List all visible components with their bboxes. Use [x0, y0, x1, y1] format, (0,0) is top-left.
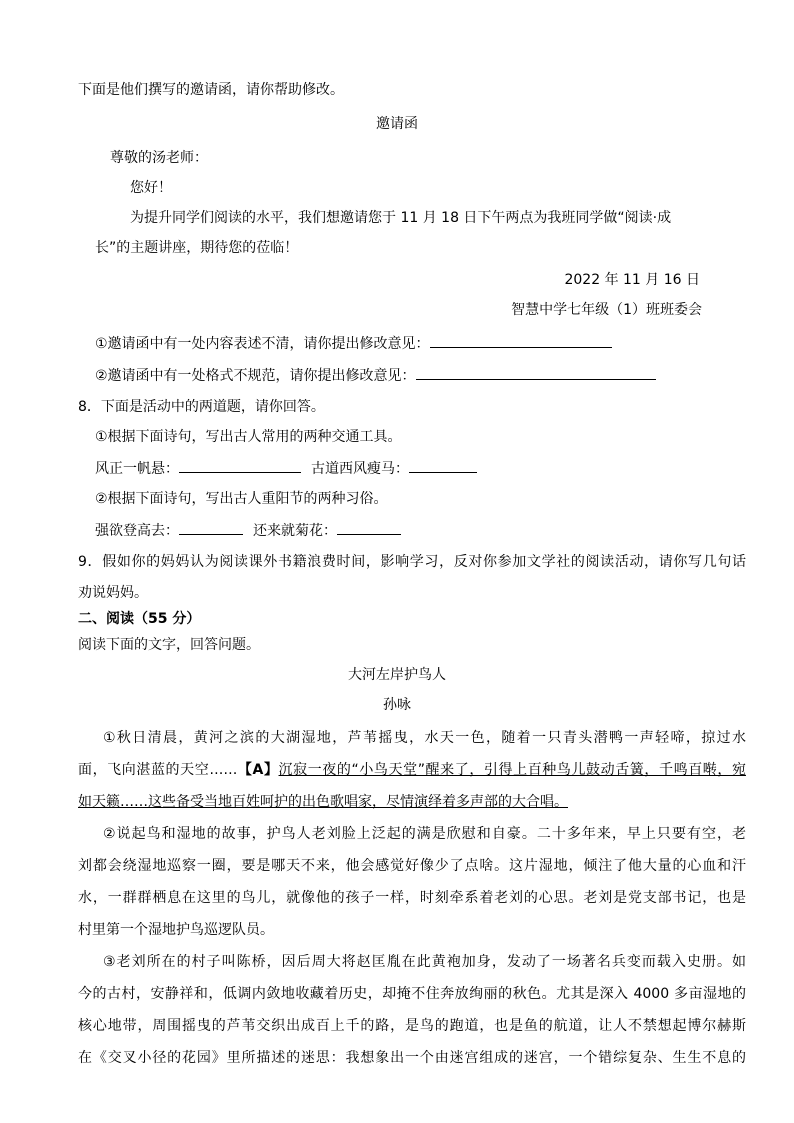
para-text: 如天籁……: [78, 794, 148, 810]
letter-title: 邀请函: [376, 116, 418, 132]
letter-body-line-1: 为提升同学们阅读的水平，我们想邀请您于 11 月 18 日下午两点为我班同学做“阅读·成: [130, 210, 672, 226]
answer-blank[interactable]: [179, 520, 243, 535]
section-heading: 二、阅读（55 分）: [78, 611, 201, 627]
underlined-sentence: [78, 794, 568, 810]
article-title: 大河左岸护鸟人: [348, 667, 446, 683]
q9-text: 9．假如你的妈妈认为阅读课外书籍浪费时间，影响学习，反对你参加文学社的阅读活动，请你写几句话: [78, 554, 746, 570]
para-2-line-4: 村里第一个湿地护鸟巡逻队员。: [78, 922, 274, 938]
para-text: ①秋日清晨，黄河之滨的大湖湿地，芦苇摇曳，水天一色，随着一只青头潜鸭一声轻啼，掠过水: [103, 730, 746, 746]
para-3-line-4: [78, 1048, 746, 1068]
para-text: 今的古村，安静祥和，低调内敛地收藏着历史，却掩不住奔放绚丽的秋色。尤其是深入 4000 多亩湿地的: [78, 986, 746, 1002]
letter-signer: 智慧中学七年级（1）班班委会: [511, 302, 702, 318]
para-text: 这些备受当地百姓呵护的出色歌唱家，尽情演绎着多声部的大合唱。: [148, 794, 568, 810]
q8-poem-row-2: [95, 520, 401, 541]
q7-sub1: [95, 333, 612, 354]
q9-line-1: [78, 552, 746, 572]
letter-body-line-2: 长”的主题讲座，期待您的莅临！: [95, 240, 299, 256]
q7-sub2-text: ②邀请函中有一处格式不规范，请你提出修改意见：: [95, 368, 416, 384]
letter-greeting: 您好！: [130, 180, 172, 196]
article-author: 孙咏: [383, 697, 411, 713]
poem-line-label: 古道西风瘦马：: [311, 461, 409, 477]
answer-blank[interactable]: [179, 458, 301, 473]
para-1-line-1: [103, 728, 746, 748]
para-text: 核心地带，周围摇曳的芦苇交织出成百上千的路，是鸟的跑道，也是鱼的航道，让人不禁想起博尔赫斯: [78, 1018, 746, 1034]
para-text-with-mark: [78, 760, 746, 780]
intro-text: 下面是他们撰写的邀请函，请你帮助修改。: [78, 82, 344, 98]
answer-blank[interactable]: [409, 458, 477, 473]
q8-stem: 8．下面是活动中的两道题，请你回答。: [78, 399, 325, 415]
para-2-line-1: [103, 824, 746, 844]
q9-line-2: 劝说妈妈。: [78, 585, 148, 601]
answer-blank[interactable]: [337, 520, 401, 535]
para-1-line-2: [78, 760, 746, 780]
q7-sub1-text: ①邀请函中有一处内容表述不清，请你提出修改意见：: [95, 336, 430, 352]
para-text: 刘都会绕湿地巡察一圈，要是哪天不来，他会感觉好像少了点啥。这片湿地，倾注了他大量的心血和汗: [78, 858, 746, 874]
para-3-line-2: [78, 984, 746, 1004]
poem-line-label: 强欲登高去：: [95, 523, 179, 539]
letter-date: 2022 年 11 月 16 日: [564, 272, 700, 288]
answer-blank[interactable]: [416, 365, 656, 380]
answer-blank[interactable]: [430, 333, 612, 348]
para-text: ②说起鸟和湿地的故事，护鸟人老刘脸上泛起的满是欣慰和自豪。二十多年来，早上只要有空，老: [103, 826, 746, 842]
section-instruction: 阅读下面的文字，回答问题。: [78, 637, 260, 653]
poem-line-label: 风正一帆悬：: [95, 461, 179, 477]
q8-sub1: ①根据下面诗句，写出古人常用的两种交通工具。: [95, 429, 402, 445]
para-text: 水，一群群栖息在这里的鸟儿，就像他的孩子一样，时刻牵系着老刘的心思。老刘是党支部书记，也是: [78, 890, 746, 906]
letter-salutation: 尊敬的汤老师：: [110, 150, 208, 166]
para-text: 面，飞向湛蓝的天空……: [78, 762, 238, 778]
q7-sub2: [95, 365, 656, 386]
underlined-sentence: 沉寂一夜的“小鸟天堂”醒来了，引得上百种鸟儿鼓动舌簧，千鸣百啭，宛: [278, 762, 746, 778]
poem-line-label: 还来就菊花：: [253, 523, 337, 539]
q8-sub2: ②根据下面诗句，写出古人重阳节的两种习俗。: [95, 491, 388, 507]
para-text: 在《交叉小径的花园》里所描述的迷思：我想象出一个由迷宫组成的迷宫，一个错综复杂、生生不息的: [78, 1050, 746, 1066]
mark-a: 【A】: [237, 762, 279, 778]
para-1-line-3: [78, 792, 568, 812]
q8-poem-row-1: [95, 458, 477, 479]
para-3-line-1: [103, 952, 746, 972]
para-3-line-3: [78, 1016, 746, 1036]
para-2-line-3: [78, 888, 746, 908]
para-2-line-2: [78, 856, 746, 876]
para-text: ③老刘所在的村子叫陈桥，因后周大将赵匡胤在此黄袍加身，发动了一场著名兵变而载入史册。如: [103, 954, 746, 970]
